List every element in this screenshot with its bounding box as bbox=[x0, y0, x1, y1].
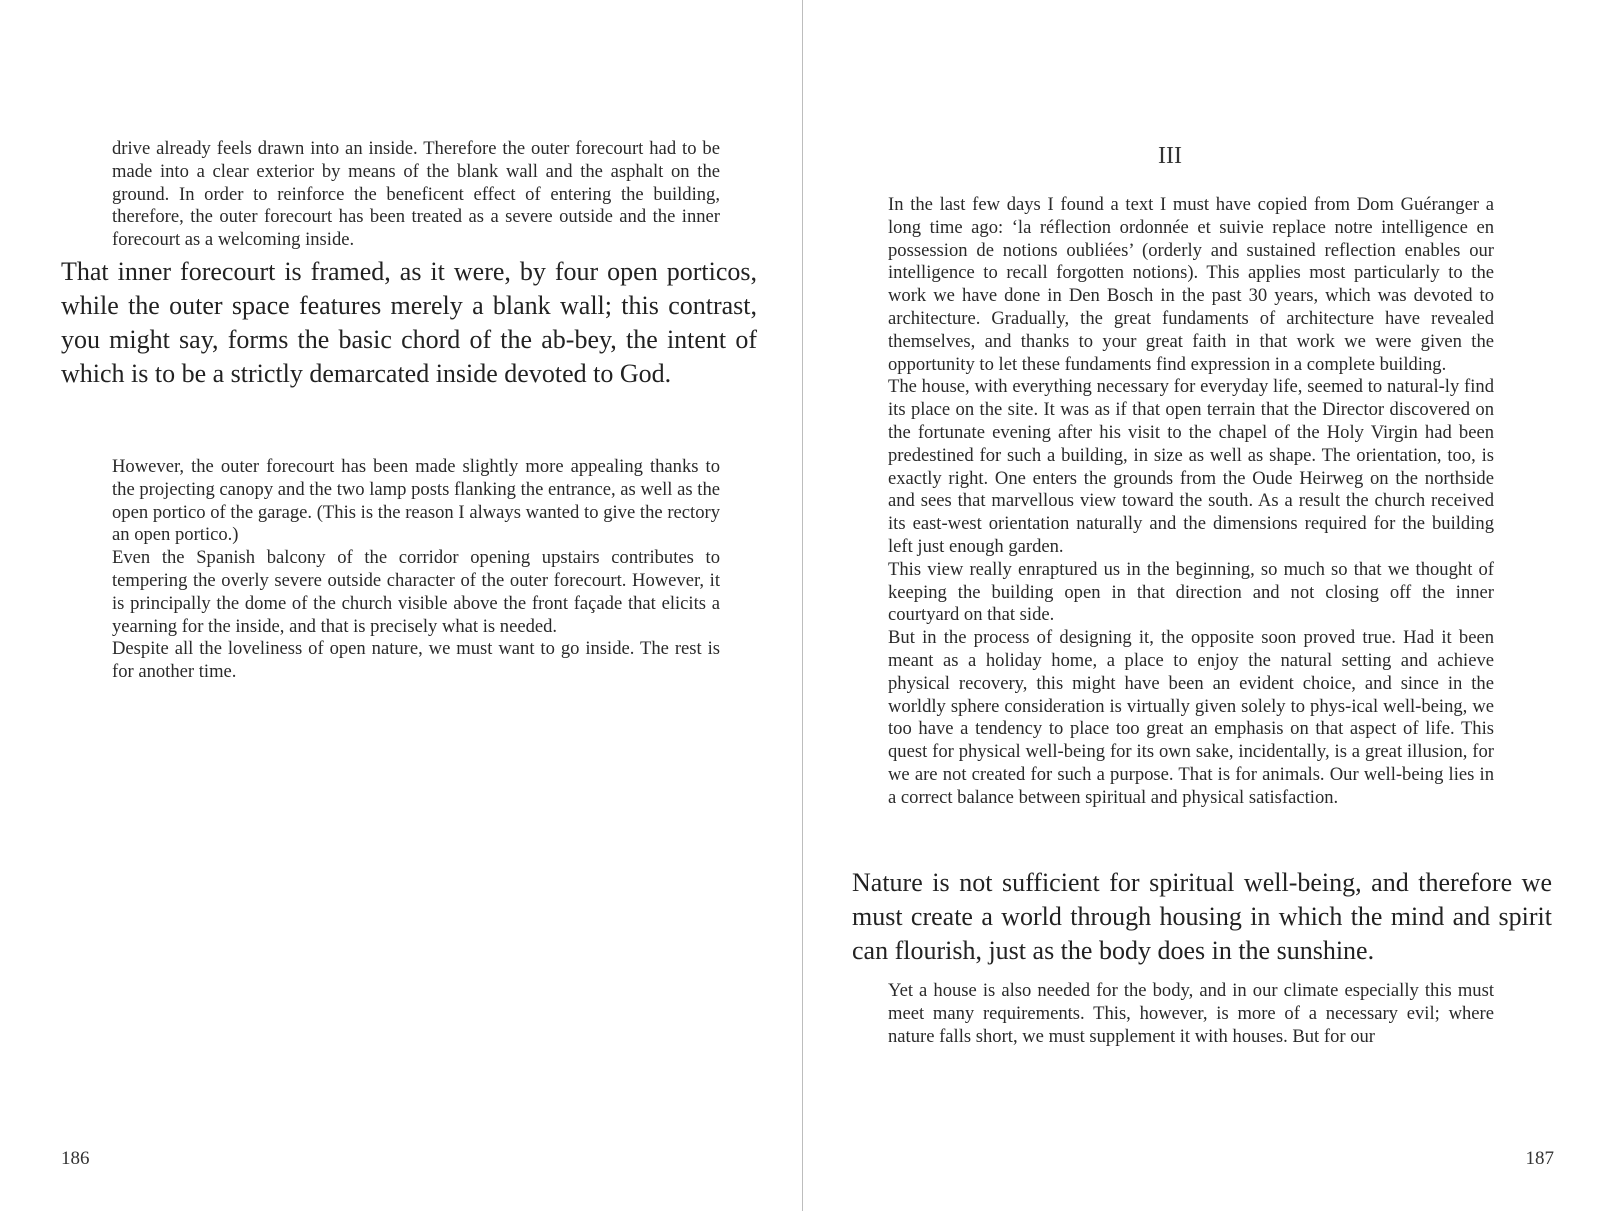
paragraph: Yet a house is also needed for the body, and in our climate especially this must meet many requirements. This, however, is more of a necessary evil; where nature falls short, we must supplement it with houses. But for our bbox=[888, 980, 1494, 1047]
paragraph: The house, with everything necessary for everyday life, seemed to natural-ly find its place on the site. It was as if that open terrain that the Director discovered on the fortunate evening after his visit to the chapel of the Holy Virgin had been predestined for such a building, in size as well as shape. The orientation, too, is exactly right. One enters the grounds from the Oude Heirweg on the northside and sees that marvellous view toward the south. As a result the church received its east-west orientation naturally and the dimensions required for the building left just enough garden. bbox=[888, 376, 1494, 557]
paragraph: However, the outer forecourt has been made slightly more appealing thanks to the projecting canopy and the two lamp posts flanking the entrance, as well as the open portico of the garage. (This is the reason I always wanted to give the rectory an open portico.) bbox=[112, 456, 720, 546]
paragraph: This view really enraptured us in the beginning, so much so that we thought of keeping the building open in that direction and not closing off the inner courtyard on that side. bbox=[888, 558, 1494, 626]
paragraph: In the last few days I found a text I must have copied from Dom Guéranger a long time ago: ‘la réflection ordonnée et suivie replace notre intelligence en possession de notions oubliées’ (orderly and sustained reflection enables our intelligence to recall forgotten notions). This applies most particularly to the work we have done in Den Bosch in the past 30 years, which was devoted to architecture. Gradually, the great fundaments of architecture have revealed themselves, and thanks to your great faith in that work we were given the opportunity to let these fundaments find expression in a complete building. bbox=[888, 194, 1494, 375]
right-body-block-1 bbox=[888, 194, 1494, 810]
left-body-block-2 bbox=[112, 456, 720, 684]
paragraph: Despite all the loveliness of open nature, we must want to go inside. The rest is for another time. bbox=[112, 638, 720, 683]
page-number-left: 186 bbox=[61, 1148, 90, 1169]
paragraph: drive already feels drawn into an inside. Therefore the outer forecourt had to be made into a clear exterior by means of the blank wall and the asphalt on the ground. In order to reinforce the beneficent effect of entering the building, therefore, the outer forecourt has been treated as a severe outside and the inner forecourt as a welcoming inside. bbox=[112, 138, 720, 251]
paragraph: Even the Spanish balcony of the corridor opening upstairs contributes to tempering the overly severe outside character of the outer forecourt. However, it is principally the dome of the church visible above the front façade that elicits a yearning for the inside, and that is precisely what is needed. bbox=[112, 547, 720, 637]
page-number-right: 187 bbox=[1525, 1148, 1554, 1169]
paragraph: But in the process of designing it, the opposite soon proved true. Had it been meant as a holiday home, a place to enjoy the natural setting and achieve physical recovery, this might have been an evident choice, and since in the worldly sphere consideration is virtually given solely to phys-ical well-being, we too have a tendency to place too great an emphasis on that aspect of life. This quest for physical well-being for its own sake, incidentally, is a great illusion, for we are not created for such a purpose. That is for animals. Our well-being lies in a correct balance between spiritual and physical satisfaction. bbox=[888, 627, 1494, 808]
section-heading: III bbox=[1158, 143, 1182, 169]
right-body-block-2 bbox=[888, 980, 1494, 1048]
left-body-block-1 bbox=[112, 138, 720, 252]
right-pull-quote: Nature is not sufficient for spiritual well-being, and therefore we must create a world through housing in which the mind and spirit can flourish, just as the body does in the sunshine. bbox=[852, 868, 1552, 965]
left-pull-quote: That inner forecourt is framed, as it were, by four open porticos, while the outer space features merely a blank wall; this contrast, you might say, forms the basic chord of the ab-bey, the intent of which is to be a strictly demarcated inside devoted to God. bbox=[61, 257, 757, 388]
